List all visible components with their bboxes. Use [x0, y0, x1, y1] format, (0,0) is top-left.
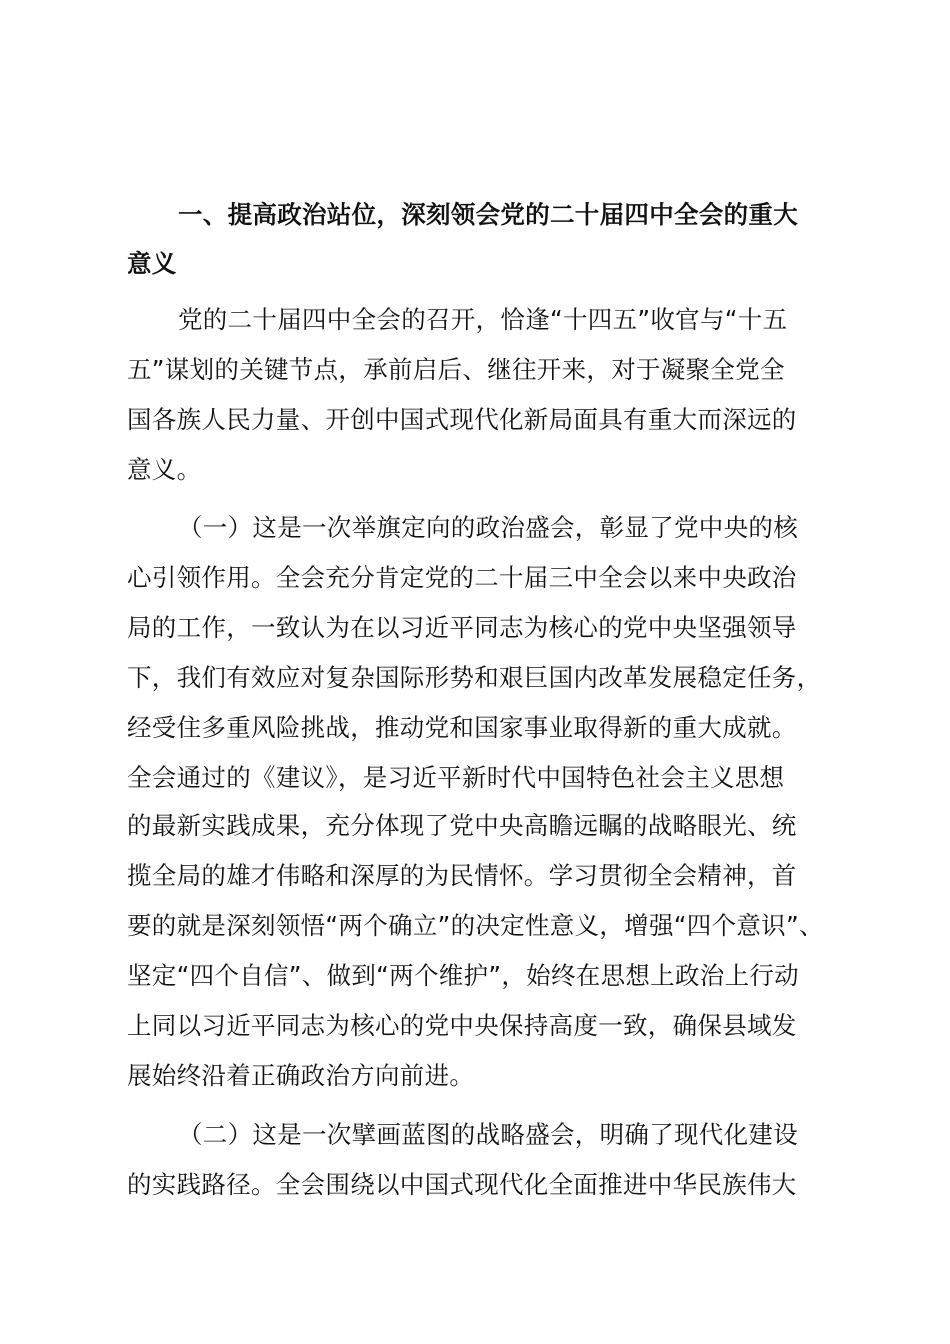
paragraph-1-line-4: 意义。: [127, 455, 202, 484]
paragraph-2-line-10: 坚定“四个自信”、做到“两个维护”，始终在思想上政治上行动: [127, 961, 799, 990]
paragraph-2-line-1: （一）这是一次举旗定向的政治盛会，彰显了党中央的核: [178, 513, 798, 542]
paragraph-2-line-4: 下，我们有效应对复杂国际形势和艰巨国内改革发展稳定任务，: [127, 663, 822, 692]
paragraph-3-line-2: 的实践路径。全会围绕以中国式现代化全面推进中华民族伟大: [127, 1170, 797, 1199]
paragraph-2-line-5: 经受住多重风险挑战，推动党和国家事业取得新的重大成就。: [127, 713, 797, 742]
section-heading-line-1: 一、提高政治站位，深刻领会党的二十届四中全会的重大: [178, 200, 798, 229]
paragraph-2-line-6: 全会通过的《建议》，是习近平新时代中国特色社会主义思想: [127, 763, 785, 792]
paragraph-2-line-2: 心引领作用。全会充分肯定党的二十届三中全会以来中央政治: [127, 563, 797, 592]
paragraph-2-line-7: 的最新实践成果，充分体现了党中央高瞻远瞩的战略眼光、统: [127, 811, 797, 840]
paragraph-1-line-2: 五”谋划的关键节点，承前启后、继往开来，对于凝聚全党全: [127, 355, 785, 384]
paragraph-3-line-1: （二）这是一次擘画蓝图的战略盛会，明确了现代化建设: [178, 1120, 798, 1149]
paragraph-2-line-11: 上同以习近平同志为核心的党中央保持高度一致，确保县域发: [127, 1011, 797, 1040]
paragraph-2-line-8: 揽全局的雄才伟略和深厚的为民情怀。学习贯彻全会精神，首: [127, 861, 797, 890]
paragraph-2-line-9: 要的就是深刻领悟“两个确立”的决定性意义，增强“四个意识”、: [127, 911, 824, 940]
paragraph-1-line-1: 党的二十届四中全会的召开，恰逢“十四五”收官与“十五: [178, 305, 788, 334]
paragraph-1-line-3: 国各族人民力量、开创中国式现代化新局面具有重大而深远的: [127, 405, 797, 434]
section-heading-line-2: 意义: [127, 249, 177, 278]
paragraph-2-line-3: 局的工作，一致认为在以习近平同志为核心的党中央坚强领导: [127, 613, 797, 642]
paragraph-2-line-12: 展始终沿着正确政治方向前进。: [127, 1061, 475, 1090]
